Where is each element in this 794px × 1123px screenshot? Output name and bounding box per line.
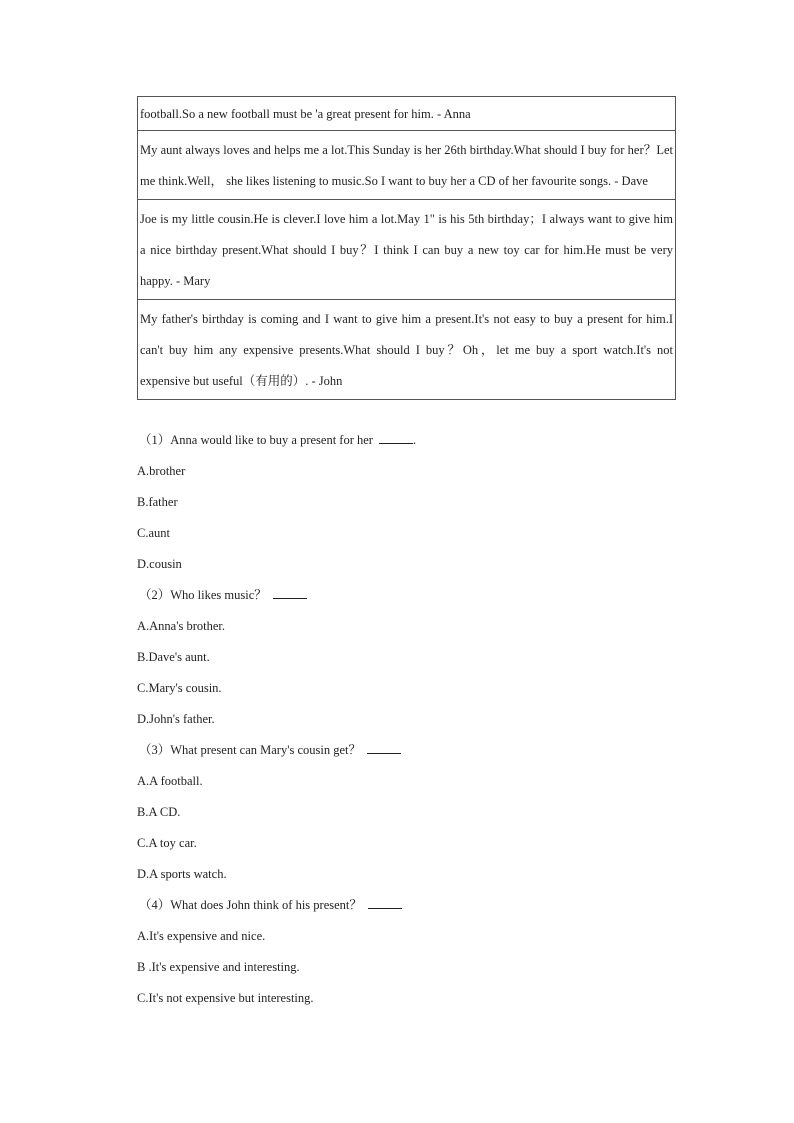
option-3c[interactable]: C.A toy car. (137, 836, 197, 850)
option-2d[interactable]: D.John's father. (137, 712, 215, 726)
passage-row (138, 97, 676, 131)
question-2 (137, 580, 697, 611)
option-4a[interactable]: A.It's expensive and nice. (137, 929, 266, 943)
option-2a[interactable]: A.Anna's brother. (137, 619, 226, 633)
option-3d[interactable]: D.A sports watch. (137, 867, 227, 881)
question-3 (137, 735, 697, 766)
option-1c[interactable]: C.aunt (137, 526, 170, 540)
question-prompt: （2）Who likes music？ (139, 588, 267, 602)
option-1b[interactable]: B.father (137, 495, 178, 509)
passage-dave: My aunt always loves and helps me a lot.This Sunday is her 26th birthday.What should I buy for her？Let me think.Well， she likes listening to music.So I want to buy her a CD of her favourite songs. - Dave (138, 131, 676, 200)
option-1d[interactable]: D.cousin (137, 557, 182, 571)
passage-row (138, 200, 676, 300)
question-4 (137, 890, 697, 921)
option-2c[interactable]: C.Mary's cousin. (137, 681, 222, 695)
passage-row (138, 131, 676, 200)
question-prompt: （3）What present can Mary's cousin get？ (139, 743, 361, 757)
answer-blank[interactable] (368, 896, 402, 909)
answer-blank[interactable] (379, 431, 413, 444)
passage-table (137, 96, 676, 400)
option-2b[interactable]: B.Dave's aunt. (137, 650, 210, 664)
option-3a[interactable]: A.A football. (137, 774, 203, 788)
option-4c[interactable]: C.It's not expensive but interesting. (137, 991, 314, 1005)
passage-mary: Joe is my little cousin.He is clever.I love him a lot.May 1" is his 5th birthday；I always want to give him a nice birthday present.What should I buy？I think I can buy a new toy car for him.He must be very happy. - Mary (138, 200, 676, 300)
questions-section (137, 425, 697, 1014)
passage-row (138, 300, 676, 400)
question-1: （1）Anna would like to buy a present for her . (139, 433, 417, 447)
question-prompt: （4）What does John think of his present？ (139, 898, 362, 912)
passage-john: My father's birthday is coming and I want to give him a present.It's not easy to buy a present for him.I can't buy him any expensive presents.What should I buy？Oh，let me buy a sport watch.It's not expensive but useful（有用的）. - John (138, 300, 676, 400)
option-3b[interactable]: B.A CD. (137, 805, 181, 819)
option-1a[interactable]: A.brother (137, 464, 186, 478)
option-4b[interactable]: B .It's expensive and interesting. (137, 960, 300, 974)
passage-anna: football.So a new football must be 'a great present for him. - Anna (138, 97, 676, 131)
question-prompt: （1）Anna would like to buy a present for her (139, 433, 373, 447)
answer-blank[interactable] (367, 741, 401, 754)
answer-blank[interactable] (273, 586, 307, 599)
